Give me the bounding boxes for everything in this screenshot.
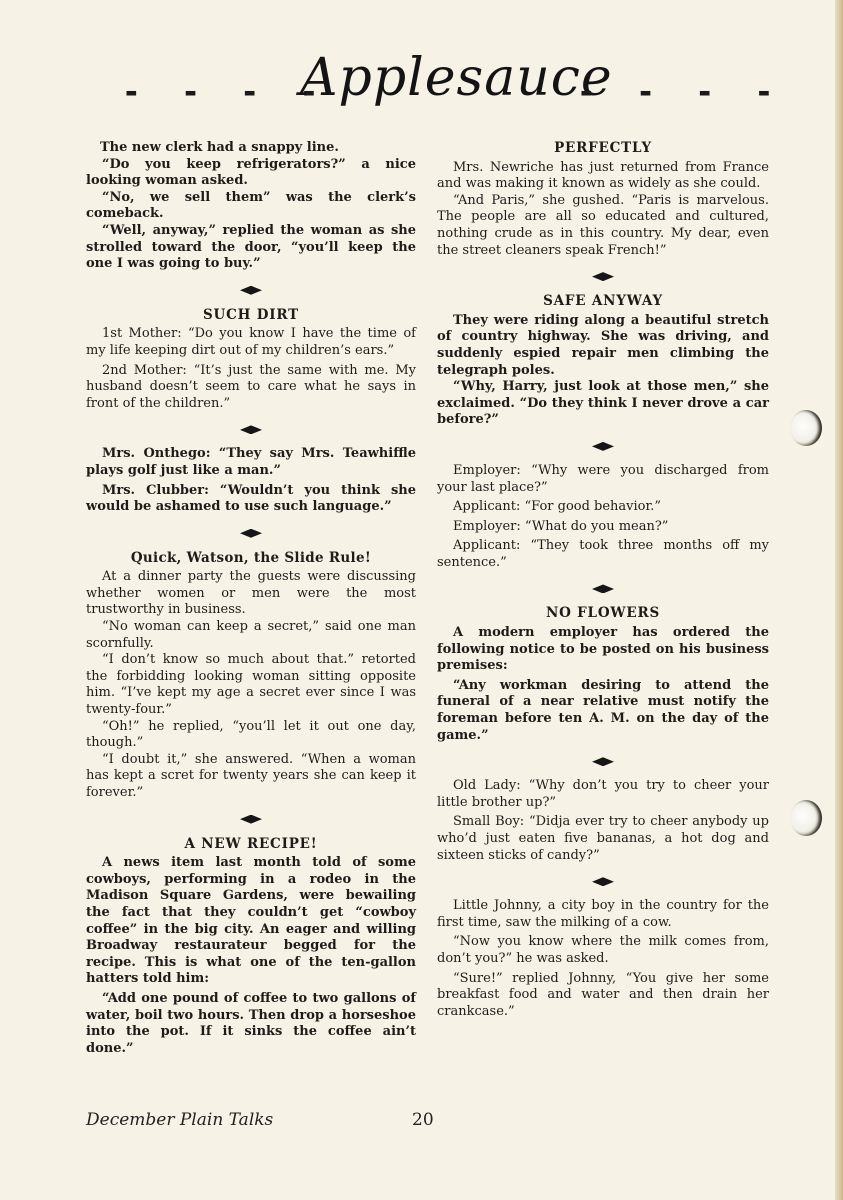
story-paragraph: Old Lady: “Why don’t you try to cheer your little brother up?” [437,778,769,810]
masthead-dashes-right: - - - - [580,70,789,112]
story-paragraph: “Do you keep refrigerators?” a nice looking woman asked. [86,156,416,189]
right-column [437,140,769,1020]
section-separator [86,516,416,550]
diamond-ornament-icon [592,442,614,451]
story-paragraph: “Why, Harry, just look at those men,” she exclaimed. “Do they think I never drove a car before?” [437,379,769,428]
diamond-ornament-icon [240,529,262,538]
story-paragraph: “Any workman desiring to attend the funeral of a near relative must notify the foreman before ten A. M. on the day of the game.” [437,677,769,743]
story-golf [86,446,416,515]
story-paragraph: Employer: “Why were you discharged from your last place?” [437,462,769,495]
story-paragraph: Mrs. Clubber: “Wouldn’t you think she would be ashamed to use such language.” [86,482,416,515]
story-such-dirt [86,307,416,413]
story-paragraph: “And Paris,” she gushed. “Paris is marvelous. The people are all so educated and cultured, nothing crude as in this country. My dear, even the street cleaners speak French!” [437,192,769,258]
story-paragraph: Employer: “What do you mean?” [453,518,669,534]
story-paragraph: Applicant: “They took three months off my sentence.” [437,538,769,570]
story-paragraph: Mrs. Onthego: “They say Mrs. Teawhiffle plays golf just like a man.” [86,446,416,478]
section-separator [86,802,416,836]
page-number: 20 [412,1110,434,1130]
story-no-flowers [437,605,769,744]
story-heading: SUCH DIRT [203,306,299,323]
page-title: Applesauce [300,48,613,108]
diamond-ornament-icon [240,815,262,824]
story-paragraph: “Add one pound of coffee to two gallons of water, boil two hours. Then drop a horseshoe into the pot. If it sinks the coffee ain’t done.” [86,990,416,1056]
binder-hole-top [790,410,822,446]
story-paragraph: “Oh!” he replied, “you’ll let it out one day, though.” [86,718,416,751]
story-paragraph: A news item last month told of some cowboys, performing in a rodeo in the Madison Square Gardens, were bewailing the fact that they couldn’t get “cowboy coffee” in the big city. An eager and willing Broadway restaurateur begged for the recipe. This is what one of the ten-gallon hatters told him: [86,855,416,987]
section-separator [437,571,769,605]
story-paragraph: “I don’t know so much about that.” retorted the forbidding looking woman sitting opposite him. “I’ve kept my age a secret ever since I was twenty-four.” [86,652,416,718]
page-edge [835,0,843,1200]
story-heading: Quick, Watson, the Slide Rule! [130,549,372,566]
section-separator [86,412,416,446]
story-heading: A NEW RECIPE! [184,835,318,852]
section-separator [437,744,769,778]
story-paragraph: The new clerk had a snappy line. [100,140,339,155]
story-heading: PERFECTLY [554,140,652,156]
story-paragraph: “Sure!” replied Johnny, “You give her some breakfast food and water and then drain her crankcase.” [437,970,769,1019]
story-paragraph: Small Boy: “Didja ever try to cheer anybody up who’d just eaten five bananas, a hot dog and sixteen sticks of candy?” [437,814,769,863]
story-heading: NO FLOWERS [545,605,661,622]
diamond-ornament-icon [592,272,614,281]
story-paragraph: Applicant: “For good behavior.” [453,499,662,515]
story-new-recipe [86,836,416,1058]
left-column [86,140,416,1057]
story-paragraph: “I doubt it,” she answered. “When a woman has kept a scret for twenty years she can keep it forever.” [86,751,416,800]
story-safe-anyway [437,293,769,429]
story-little-johnny [437,898,769,1020]
diamond-ornament-icon [592,584,614,593]
diamond-ornament-icon [240,286,262,295]
section-separator [437,429,769,463]
story-employer [437,463,769,572]
story-paragraph: “Well, anyway,” replied the woman as she strolled toward the door, “you’ll keep the one I was going to buy.” [86,222,416,272]
story-paragraph: “No woman can keep a secret,” said one man scornfully. [86,619,416,651]
story-slide-rule [86,550,416,802]
story-paragraph: “Now you know where the milk comes from, don’t you?” he was asked. [437,934,769,966]
diamond-ornament-icon [592,877,614,886]
story-paragraph: A modern employer has ordered the following notice to be posted on his business premises: [437,625,769,674]
diamond-ornament-icon [592,757,614,766]
masthead-dashes-left: - - - - [125,70,334,112]
story-perfectly [437,140,769,259]
story-heading: SAFE ANYWAY [543,293,663,310]
story-paragraph: 1st Mother: “Do you know I have the time of my life keeping dirt out of my children’s ears.” [86,326,416,358]
story-paragraph: They were riding along a beautiful stretch of country highway. She was driving, and suddenly espied repair men climbing the telegraph poles. [437,312,769,378]
story-paragraph: 2nd Mother: “It’s just the same with me. My husband doesn’t seem to care what he says in front of the children.” [86,362,416,411]
story-paragraph: “No, we sell them” was the clerk’s comeback. [86,189,416,222]
publication-name: December Plain Talks [86,1110,274,1130]
section-separator [86,273,416,307]
story-old-lady [437,778,769,864]
diamond-ornament-icon [240,425,262,434]
story-paragraph: Mrs. Newriche has just returned from France and was making it known as widely as she could. [437,159,769,192]
story-refrigerators [86,140,416,273]
story-paragraph: Little Johnny, a city boy in the country for the first time, saw the milking of a cow. [437,898,769,930]
section-separator [437,259,769,293]
story-paragraph: At a dinner party the guests were discussing whether women or men were the most trustworthy in business. [86,569,416,618]
section-separator [437,864,769,898]
masthead [0,40,843,130]
binder-hole-bottom [790,800,822,836]
